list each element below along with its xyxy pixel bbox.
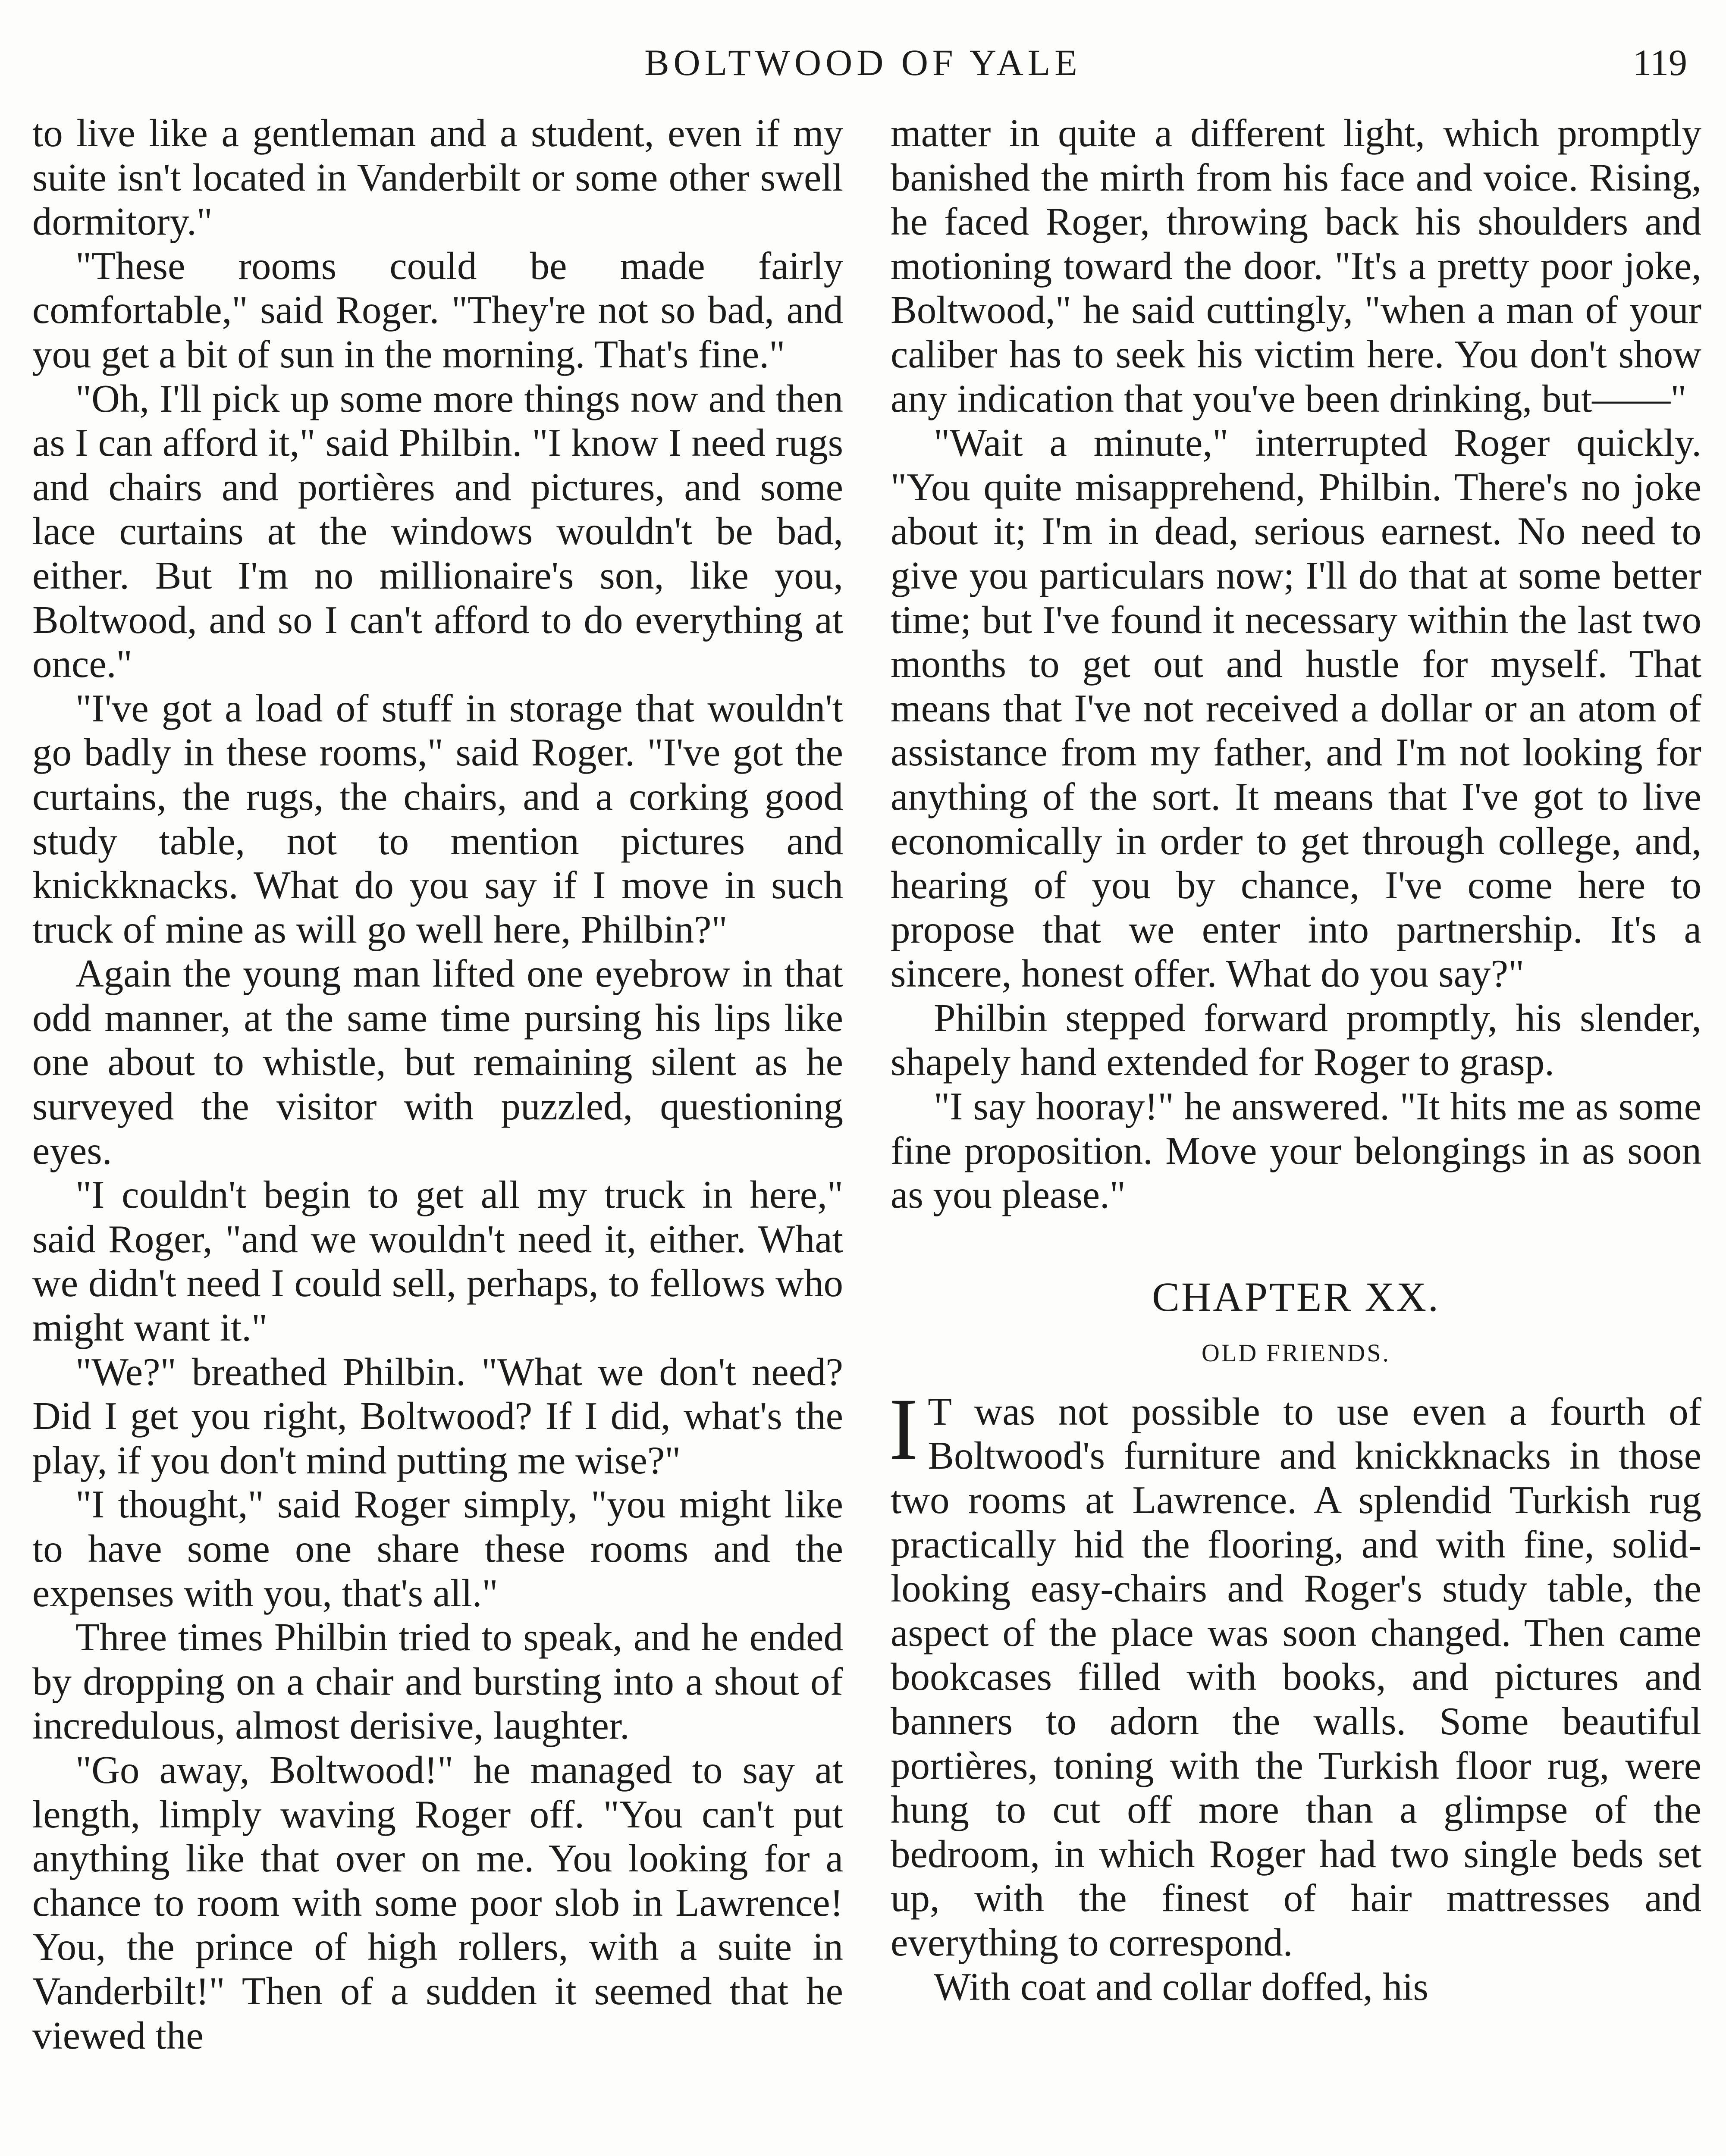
paragraph: Three times Philbin tried to speak, and he ended by dropping on a chair and bursting into a shout of incredulous, almost derisive, laughter.	[32, 1615, 843, 1748]
right-column	[891, 111, 1701, 2009]
chapter-opening-paragraph	[889, 1380, 1701, 1965]
paragraph: "I thought," said Roger simply, "you might like to have some one share these rooms and the expenses with you, that's all."	[32, 1482, 843, 1615]
paragraph: Again the young man lifted one eyebrow in that odd manner, at the same time pursing his lips like one about to whistle, but remaining silent as he surveyed the visitor with puzzled, questioning eyes.	[32, 952, 843, 1172]
paragraph: "Go away, Boltwood!" he managed to say at length, limply waving Roger off. "You can't put anything like that over on me. You looking for a chance to room with some poor slob in Lawrence! You, the prince of high rollers, with a suite in Vanderbilt!" Then of a sudden it seemed that he viewed the	[32, 1748, 843, 2057]
chapter-title: CHAPTER XX.	[1152, 1273, 1440, 1320]
paragraph: to live like a gentleman and a student, even if my suite isn't located in Vanderbilt or some other swell dormitory."	[32, 111, 843, 244]
book-title-header: BOLTWOOD OF YALE	[644, 42, 1082, 83]
paragraph: "Wait a minute," interrupted Roger quickly. "You quite misapprehend, Philbin. There's no joke about it; I'm in dead, serious earnest. No need to give you particulars now; I'll do that at some better time; but I've found it necessary within the last two months to get out and hustle for myself. That means that I've not received a dollar or an atom of assistance from my father, and I'm not looking for anything of the sort. It means that I've got to live economically in order to get through college, and, hearing of you by chance, I've come here to propose that we enter into partnership. It's a sincere, honest offer. What do you say?"	[891, 421, 1701, 996]
paragraph: "I couldn't begin to get all my truck in here," said Roger, "and we wouldn't need it, either. What we didn't need I could sell, perhaps, to fellows who might want it."	[32, 1173, 843, 1350]
paragraph: With coat and collar doffed, his	[934, 1965, 1428, 2009]
page-number: 119	[1633, 42, 1687, 83]
opening-paragraph-text: T was not possible to use even a fourth of Boltwood's furniture and knickknacks in those two rooms at Lawrence. A splendid Turkish rug practically hid the flooring, and with fine, solid-looking easy-chairs and Roger's study table, the aspect of the place was soon changed. Then came bookcases filled with books, and pictures and banners to adorn the walls. Some beautiful portières, toning with the Turkish floor rug, were hung to cut off more than a glimpse of the bedroom, in which Roger had two single beds set up, with the finest of hair mattresses and everything to correspond.	[891, 1389, 1701, 1964]
paragraph: "These rooms could be made fairly comfortable," said Roger. "They're not so bad, and you get a bit of sun in the morning. That's fine."	[32, 244, 843, 376]
paragraph: "I've got a load of stuff in storage that wouldn't go badly in these rooms," said Roger. "I've got the curtains, the rugs, the chairs, and a corking good study table, not to mention pictures and knickknacks. What do you say if I move in such truck of mine as will go well here, Philbin?"	[32, 686, 843, 951]
running-head	[0, 39, 1726, 86]
left-column	[32, 111, 843, 2058]
paragraph: "Oh, I'll pick up some more things now and then as I can afford it," said Philbin. "I know I need rugs and chairs and portières and pictures, and some lace curtains at the windows wouldn't be bad, either. But I'm no millionaire's son, like you, Boltwood, and so I can't afford to do everything at once."	[32, 376, 843, 686]
paragraph: Philbin stepped forward promptly, his slender, shapely hand extended for Roger to grasp.	[891, 996, 1701, 1084]
chapter-subtitle: OLD FRIENDS.	[1202, 1338, 1390, 1367]
paragraph: "I say hooray!" he answered. "It hits me as some fine proposition. Move your belongings in as soon as you please."	[891, 1084, 1701, 1217]
paragraph: matter in quite a different light, which promptly banished the mirth from his face and voice. Rising, he faced Roger, throwing back his shoulders and motioning toward the door. "It's a pretty poor joke, Boltwood," he said cuttingly, "when a man of your caliber has to seek his victim here. You don't show any indication that you've been drinking, but——"	[891, 111, 1701, 420]
paragraph: "We?" breathed Philbin. "What we don't need? Did I get you right, Boltwood? If I did, what's the play, if you don't mind putting me wise?"	[32, 1350, 843, 1482]
drop-cap: I	[889, 1380, 919, 1478]
